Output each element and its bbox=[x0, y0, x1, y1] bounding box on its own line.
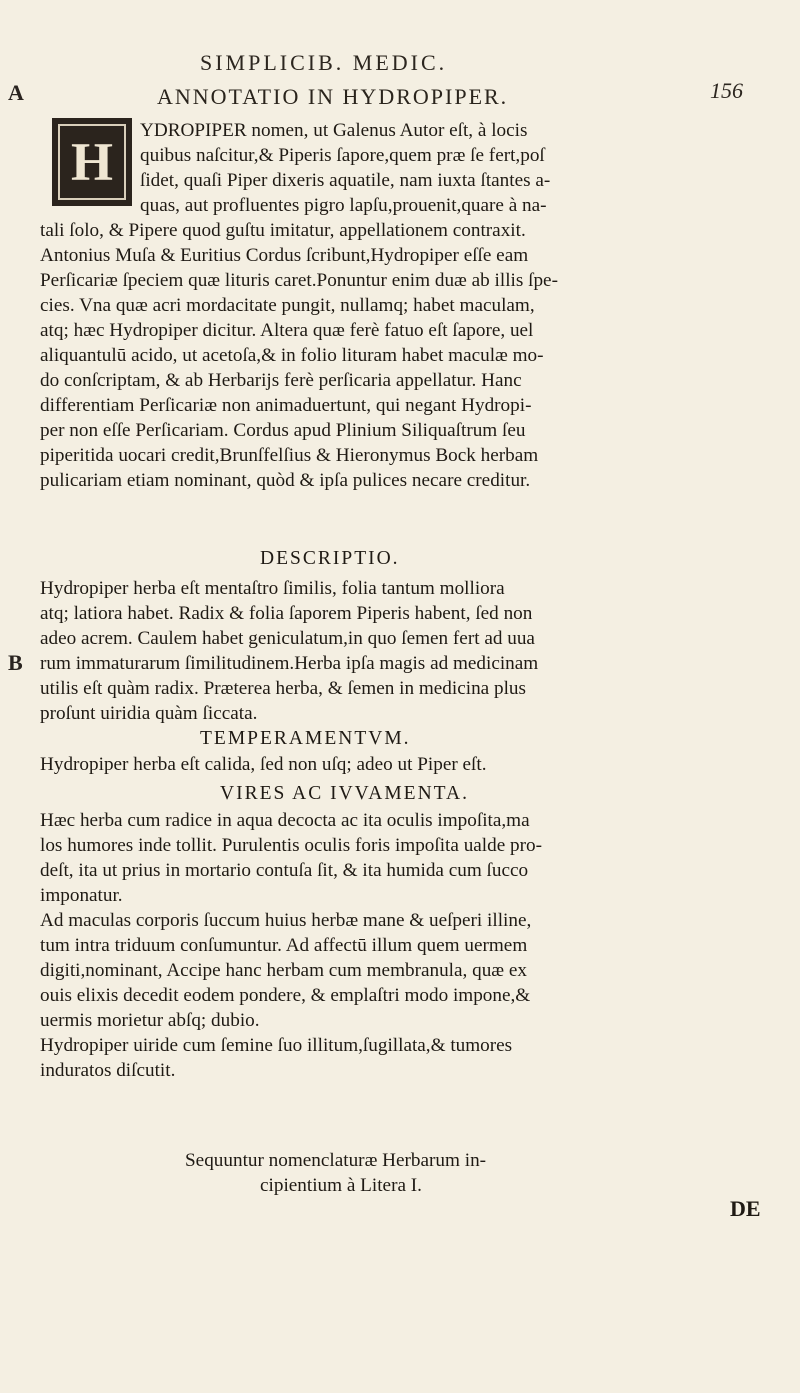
text-line: rum immaturarum ſimilitudinem.Herba ipſa magis ad medicinam bbox=[40, 653, 539, 674]
text-line: imponatur. bbox=[40, 885, 123, 906]
text-line: Antonius Muſa & Euritius Cordus ſcribunt,Hydropiper eſſe eam bbox=[40, 245, 529, 266]
text-line: Perſicariæ ſpeciem quæ lituris caret.Ponuntur enim duæ ab illis ſpe- bbox=[40, 270, 558, 291]
text-line: ouis elixis decedit eodem pondere, & emplaſtri modo impone,& bbox=[40, 985, 531, 1006]
text-line: differentiam Perſicariæ non animaduertunt, qui negant Hydropi- bbox=[40, 395, 532, 416]
text-line: adeo acrem. Caulem habet geniculatum,in quo ſemen fert ad uua bbox=[40, 628, 535, 649]
initial-letter: H bbox=[70, 132, 113, 192]
text-line: induratos diſcutit. bbox=[40, 1060, 176, 1081]
temperamentum-paragraph bbox=[40, 752, 775, 777]
text-line: proſunt uiridia quàm ſiccata. bbox=[40, 703, 258, 724]
text-line: atq; latiora habet. Radix & folia ſaporem Piperis habent, ſed non bbox=[40, 603, 533, 624]
text-line: digiti,nominant, Accipe hanc herbam cum membranula, quæ ex bbox=[40, 960, 528, 981]
text-line: cies. Vna quæ acri mordacitate pungit, nullamq; habet maculam, bbox=[40, 295, 535, 316]
text-line: Hydropiper herba eſt mentaſtro ſimilis, folia tantum molliora bbox=[40, 578, 505, 599]
vires-paragraph bbox=[40, 808, 775, 1083]
temperamentum-heading: TEMPERAMENTVM. bbox=[200, 728, 411, 749]
text-line: ſidet, quaſi Piper dixeris aquatile, nam iuxta ſtantes a- bbox=[140, 170, 551, 191]
text-line: utilis eſt quàm radix. Præterea herba, & ſemen in medicina plus bbox=[40, 678, 526, 699]
descriptio-paragraph bbox=[40, 576, 775, 726]
text-line: uermis morietur abſq; dubio. bbox=[40, 1010, 260, 1031]
text-line: tali ſolo, & Pipere quod guſtu imitatur, appellationem contraxit. bbox=[40, 220, 526, 241]
text-line: do conſcriptam, & ab Herbarijs ferè perſicaria appellatur. Hanc bbox=[40, 370, 522, 391]
text-line: quibus naſcitur,& Piperis ſapore,quem præ ſe fert,poſ bbox=[140, 145, 545, 166]
text-line: cipientium à Litera I. bbox=[260, 1175, 422, 1196]
text-line: atq; hæc Hydropiper dicitur. Altera quæ ferè fatuo eſt ſapore, uel bbox=[40, 320, 534, 341]
page-number: 156 bbox=[710, 78, 743, 103]
descriptio-heading: DESCRIPTIO. bbox=[260, 548, 400, 569]
vires-heading: VIRES AC IVVAMENTA. bbox=[220, 783, 469, 804]
annotatio-paragraph bbox=[40, 118, 775, 493]
page-title: ANNOTATIO IN HYDROPIPER. bbox=[157, 84, 509, 109]
text-line: Sequuntur nomenclaturæ Herbarum in- bbox=[185, 1150, 487, 1171]
text-line: Hydropiper uiride cum ſemine ſuo illitum,ſugillata,& tumores bbox=[40, 1035, 513, 1056]
text-line: pulicariam etiam nominant, quòd & ipſa pulices necare creditur. bbox=[40, 470, 531, 491]
text-line: piperitida uocari credit,Brunſfelſius & Hieronymus Bock herbam bbox=[40, 445, 539, 466]
text-line: Ad maculas corporis ſuccum huius herbæ mane & ueſperi illine, bbox=[40, 910, 532, 931]
text-line: tum intra triduum conſumuntur. Ad affectū illum quem uermem bbox=[40, 935, 528, 956]
text-line: quas, aut profluentes pigro lapſu,prouenit,quare à na- bbox=[140, 195, 547, 216]
closing-note bbox=[185, 1148, 745, 1198]
text-line: per non eſſe Perſicariam. Cordus apud Plinium Siliquaſtrum ſeu bbox=[40, 420, 526, 441]
text-line: deſt, ita ut prius in mortario contuſa ſit, & ita humida cum ſucco bbox=[40, 860, 529, 881]
margin-letter-b: B bbox=[8, 650, 23, 675]
margin-letter-a: A bbox=[8, 80, 24, 105]
running-head: SIMPLICIB. MEDIC. bbox=[200, 50, 448, 75]
text-line: aliquantulū acido, ut acetoſa,& in folio lituram habet maculæ mo- bbox=[40, 345, 544, 366]
catchword: DE bbox=[730, 1196, 761, 1221]
text-line: Hydropiper herba eſt calida, ſed non uſq; adeo ut Piper eſt. bbox=[40, 754, 487, 775]
text-line: Hæc herba cum radice in aqua decocta ac ita oculis impoſita,ma bbox=[40, 810, 530, 831]
text-line: YDROPIPER nomen, ut Galenus Autor eſt, à locis bbox=[140, 120, 528, 141]
text-line: los humores inde tollit. Purulentis oculis foris impoſita ualde pro- bbox=[40, 835, 543, 856]
